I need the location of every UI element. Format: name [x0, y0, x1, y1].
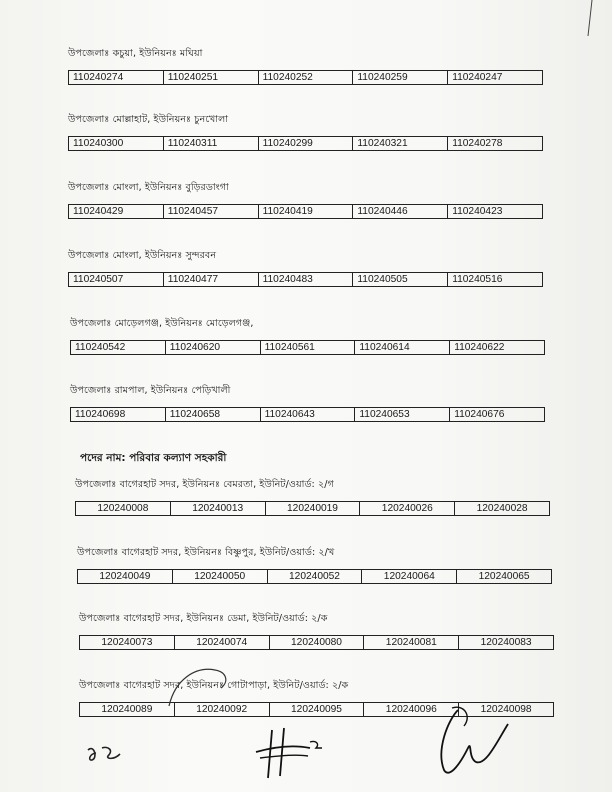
code-cell: 110240300 — [69, 137, 164, 150]
code-cell: 110240457 — [164, 205, 259, 218]
signature-mark — [250, 722, 330, 782]
code-cell: 110240658 — [166, 408, 261, 421]
upazila-caption: উপজেলাঃ কচুয়া, ইউনিয়নঃ মঘিয়া — [68, 48, 203, 59]
code-cell: 120240013 — [171, 502, 266, 515]
code-cell: 110240561 — [261, 341, 356, 354]
unit-caption: উপজেলাঃ বাগেরহাট সদর, ইউনিয়নঃ বেমরতা, ইউনিট/ওয়ার্ড: ২/গ — [75, 479, 334, 490]
code-row — [68, 204, 543, 219]
code-cell: 110240505 — [353, 273, 448, 286]
unit-caption: উপজেলাঃ বাগেরহাট সদর, ইউনিয়নঃ ডেমা, ইউনিট/ওয়ার্ড: ২/ক — [79, 613, 328, 624]
code-cell: 120240083 — [480, 637, 532, 648]
code-cell: 110240321 — [353, 137, 448, 150]
code-cell: 110240643 — [261, 408, 356, 421]
code-cell: 110240676 — [454, 409, 505, 420]
code-row — [79, 635, 554, 650]
code-cell: 110240299 — [259, 137, 354, 150]
code-cell: 120240065 — [478, 571, 530, 582]
code-cell: 110240278 — [452, 138, 503, 149]
code-cell: 110240419 — [259, 205, 354, 218]
code-row — [75, 501, 550, 516]
code-row — [68, 136, 543, 151]
code-cell: 110240653 — [355, 408, 450, 421]
code-cell: 120240064 — [362, 570, 457, 583]
upazila-block-5 — [70, 317, 545, 355]
code-cell: 120240074 — [175, 636, 270, 649]
code-cell: 110240516 — [452, 274, 503, 285]
code-cell: 120240050 — [173, 570, 268, 583]
upazila-block-6 — [70, 384, 545, 422]
code-cell: 120240095 — [270, 703, 365, 716]
code-cell: 120240073 — [80, 636, 175, 649]
code-cell: 120240026 — [360, 502, 455, 515]
code-cell: 110240698 — [71, 408, 166, 421]
code-cell: 120240049 — [78, 570, 173, 583]
unit-block-3 — [79, 612, 554, 650]
code-row — [68, 272, 543, 287]
code-cell: 110240311 — [164, 137, 259, 150]
pen-stroke-mark — [165, 660, 235, 710]
upazila-block-3 — [68, 181, 543, 219]
upazila-caption: উপজেলাঃ মোল্লাহাট, ইউনিয়নঃ চুনখোলা — [68, 114, 229, 125]
code-row — [68, 70, 543, 85]
upazila-block-4 — [68, 249, 543, 287]
upazila-caption: উপজেলাঃ রামপাল, ইউনিয়নঃ পেড়িখালী — [70, 385, 231, 396]
code-row — [70, 340, 545, 355]
code-cell: 110240429 — [69, 205, 164, 218]
code-cell: 110240252 — [259, 71, 354, 84]
code-cell: 120240096 — [364, 703, 459, 716]
code-cell: 110240614 — [355, 341, 450, 354]
upazila-caption: উপজেলাঃ মোড়েলগঞ্জ, ইউনিয়নঃ মোড়েলগঞ্জ, — [70, 318, 254, 329]
code-cell: 110240507 — [69, 273, 164, 286]
code-cell: 120240092 — [175, 703, 270, 716]
code-cell: 120240089 — [80, 703, 175, 716]
code-cell: 120240098 — [480, 704, 532, 715]
code-cell: 110240620 — [166, 341, 261, 354]
code-cell: 110240542 — [71, 341, 166, 354]
code-cell: 110240274 — [69, 71, 164, 84]
unit-caption: উপজেলাঃ বাগেরহাট সদর, ইউনিয়নঃ গোটাপাড়া, ইউনিট/ওয়ার্ড: ২/ক — [79, 680, 349, 691]
unit-caption: উপজেলাঃ বাগেরহাট সদর, ইউনিয়নঃ বিষ্ণুপুর, ইউনিট/ওয়ার্ড: ২/খ — [77, 547, 335, 558]
upazila-caption: উপজেলাঃ মোংলা, ইউনিয়নঃ সুন্দরবন — [68, 250, 217, 261]
upazila-block-2 — [68, 113, 543, 151]
code-cell: 120240008 — [76, 502, 171, 515]
code-cell: 110240622 — [454, 342, 505, 353]
upazila-block-1 — [68, 47, 543, 85]
unit-block-2 — [77, 546, 552, 584]
upazila-caption: উপজেলাঃ মোংলা, ইউনিয়নঃ বুড়িরডাংগা — [68, 182, 229, 193]
code-cell: 120240081 — [364, 636, 459, 649]
handwritten-page-number — [84, 740, 126, 766]
code-cell: 120240052 — [268, 570, 363, 583]
code-cell: 120240019 — [266, 502, 361, 515]
code-cell: 110240446 — [353, 205, 448, 218]
code-cell: 110240251 — [164, 71, 259, 84]
unit-block-1 — [75, 478, 550, 516]
code-cell: 110240259 — [353, 71, 448, 84]
code-row — [70, 407, 545, 422]
signature-mark — [428, 700, 518, 782]
section-title: পদের নাম: পরিবার কল্যাণ সহকারী — [80, 452, 227, 464]
code-cell: 110240423 — [452, 206, 503, 217]
code-cell: 110240483 — [259, 273, 354, 286]
code-cell: 110240247 — [452, 72, 503, 83]
pen-stroke-mark — [582, 0, 602, 40]
code-cell: 120240080 — [270, 636, 365, 649]
code-cell: 120240028 — [476, 503, 528, 514]
code-row — [77, 569, 552, 584]
code-cell: 110240477 — [164, 273, 259, 286]
